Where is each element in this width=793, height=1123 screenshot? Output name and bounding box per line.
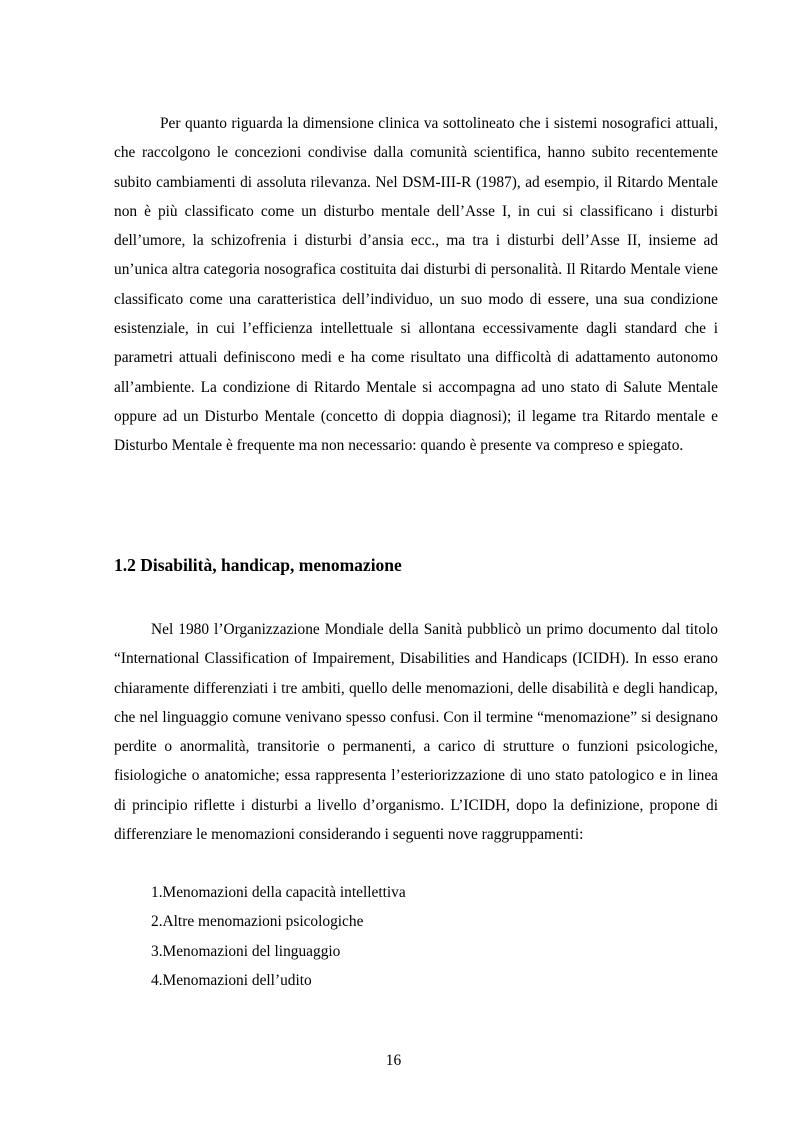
list-item: 3.Menomazioni del linguaggio <box>151 942 341 960</box>
section-heading: 1.2 Disabilità, handicap, menomazione <box>114 555 402 575</box>
list-item: 1.Menomazioni della capacità intellettiva <box>151 884 406 901</box>
impairment-list <box>151 878 406 995</box>
list-item: 2.Altre menomazioni psicologiche <box>151 913 364 931</box>
list-item: 4.Menomazioni dell’udito <box>151 971 312 989</box>
page-number: 16 <box>385 1052 402 1069</box>
paragraph-icidh: Nel 1980 l’Organizzazione Mondiale della Sanità pubblicò un primo documento dal titolo “International Classification of Impairement, Disabilities and Handicaps (ICIDH). In esso erano chiaramente differenziati i tre ambiti, quello delle menomazioni, delle disabilità e degli handicap, che nel linguaggio comune venivano spesso confusi. Con il termine “menomazione” si designano perdite o anormalità, transitorie o permanenti, a carico di strutture o funzioni psicologiche, fisiologiche o anatomiche; essa rappresenta l’esteriorizzazione di uno stato patologico e in linea di principio riflette i disturbi a livello d’organismo. L’ICIDH, dopo la definizione, propone di differenziare le menomazioni considerando i seguenti nove raggruppamenti: <box>114 621 718 844</box>
paragraph-clinical-dimension: Per quanto riguarda la dimensione clinica va sottolineato che i sistemi nosografici attuali, che raccolgono le concezioni condivise dalla comunità scientifica, hanno subito recentemente subito cambiamenti di assoluta rilevanza. Nel DSM-III-R (1987), ad esempio, il Ritardo Mentale non è più classificato come un disturbo mentale dell’Asse I, in cui si classificano i disturbi dell’umore, la schizofrenia i disturbi d’ansia ecc., ma tra i disturbi dell’Asse II, insieme ad un’unica altra categoria nosografica costituita dai disturbi di personalità. Il Ritardo Mentale viene classificato come una caratteristica dell’individuo, un suo modo di essere, una sua condizione esistenziale, in cui l’efficienza intellettuale si allontana eccessivamente dagli standard che i parametri attuali definiscono medi e ha come risultato una difficoltà di adattamento autonomo all’ambiente. La condizione di Ritardo Mentale si accompagna ad uno stato di Salute Mentale oppure ad un Disturbo Mentale (concetto di doppia diagnosi); il legame tra Ritardo mentale e Disturbo Mentale è frequente ma non necessario: quando è presente va compreso e spiegato. <box>114 115 718 455</box>
